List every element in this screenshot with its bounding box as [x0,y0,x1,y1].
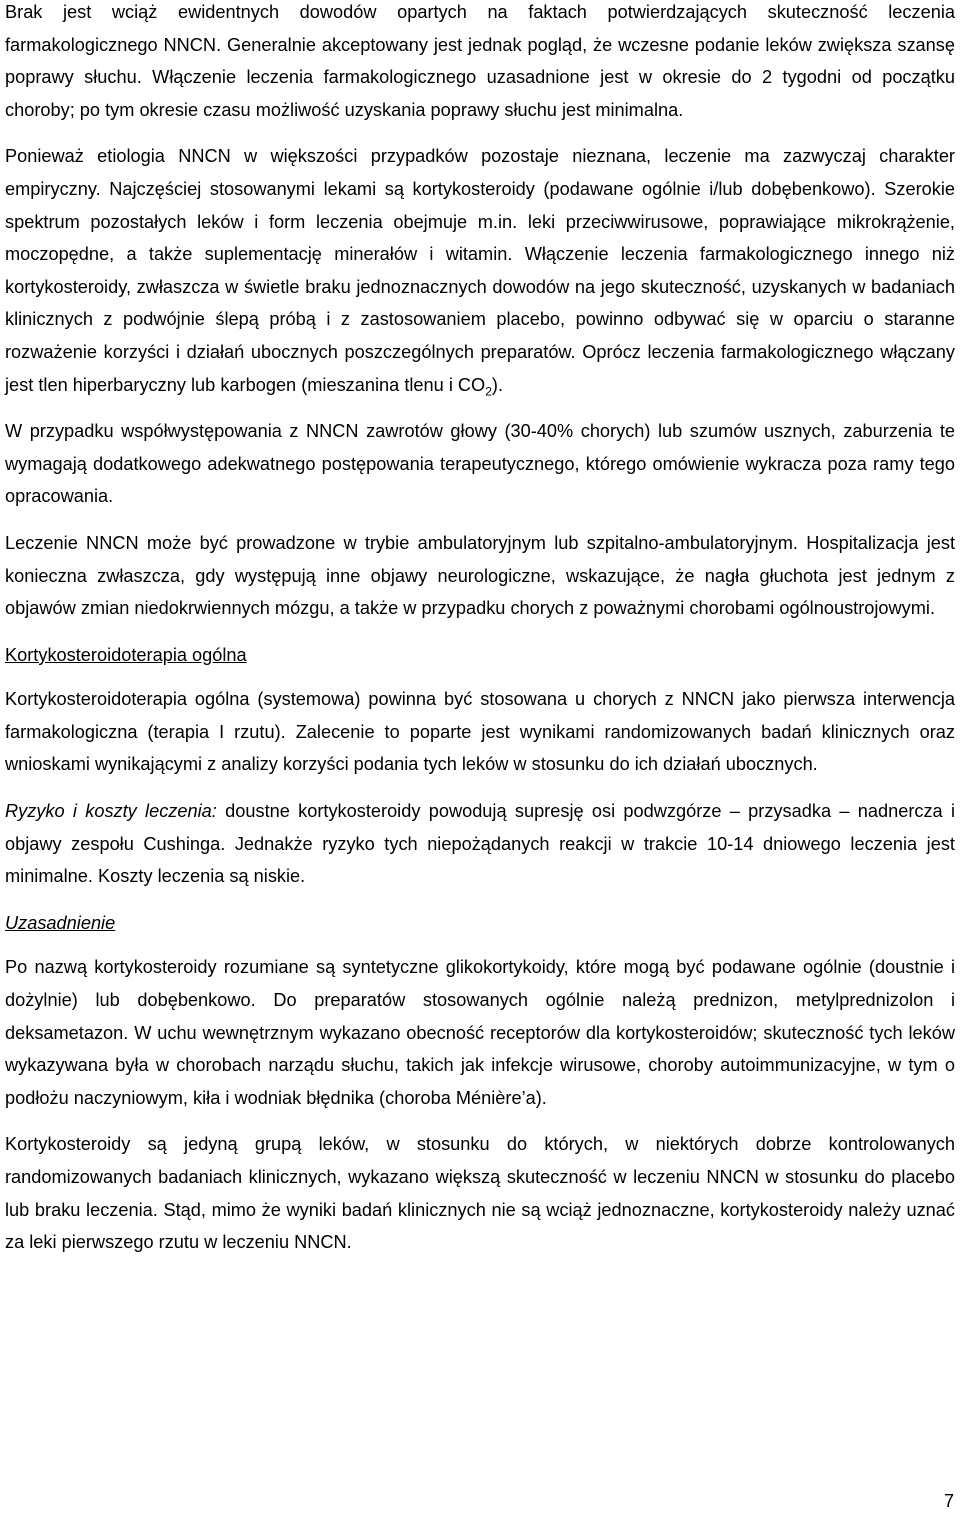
paragraph-risk-cost [5,795,955,893]
risk-cost-label: Ryzyko i koszty leczenia: [5,801,217,822]
paragraph-vertigo-tinnitus: W przypadku współwystępowania z NNCN zawrotów głowy (30-40% chorych) lub szumów usznych, zaburzenia te wymagają dodatkowego adekwatnego postępowania terapeutycznego, którego omówienie wykracza poza ramy tego opracowania. [5,421,955,507]
paragraph-first-line-conclusion: Kortykosteroidy są jedyną grupą leków, w stosunku do których, w niektórych dobrze kontrolowanych randomizowanych badaniach klinicznych, wykazano większą skuteczność w leczeniu NNCN w stosunku do placebo lub braku leczenia. Stąd, mimo że wyniki badań klinicznych nie są wciąż jednoznaczne, kortykosteroidy należy uznać za leki pierwszego rzutu w leczeniu NNCN. [5,1134,955,1253]
section-heading-systemic-corticosteroid: Kortykosteroidoterapia ogólna [5,644,247,665]
paragraph-empirical-treatment-end: ). [491,374,504,395]
paragraph-empirical-treatment [5,140,955,401]
paragraph-first-line-therapy: Kortykosteroidoterapia ogólna (systemowa) powinna być stosowana u chorych z NNCN jako pierwsza interwencja farmakologiczna (terapia I rzutu). Zalecenie to poparte jest wynikami randomizowanych badań klinicznych oraz wnioskami wynikającymi z analizy korzyści podania tych leków w stosunku do ich działań ubocznych. [5,689,955,775]
paragraph-hospitalization: Leczenie NNCN może być prowadzone w trybie ambulatoryjnym lub szpitalno-ambulatoryjnym. Hospitalizacja jest konieczna zwłaszcza, gdy występują inne objawy neurologiczne, wskazujące, że nagła głuchota jest jednym z objawów zmian niedokrwiennych mózgu, a także w przypadku chorych z poważnymi chorobami ogólnoustrojowymi. [5,532,955,619]
paragraph-evidence: Brak jest wciąż ewidentnych dowodów opartych na faktach potwierdzających skuteczność leczenia farmakologicznego NNCN. Generalnie akceptowany jest jednak pogląd, że wczesne podanie leków zwiększa szansę poprawy słuchu. Włączenie leczenia farmakologicznego uzasadnione jest w okresie do 2 tygodni od początku choroby; po tym okresie czasu możliwość uzyskania poprawy słuchu jest minimalna. [5,2,955,120]
paragraph-glucocorticoids: Po nazwą kortykosteroidy rozumiane są syntetyczne glikokortykoidy, które mogą być podawane ogólnie (doustnie i dożylnie) lub dobębenkowo. Do preparatów stosowanych ogólnie należą prednizon, metylprednizolon i deksametazon. W uchu wewnętrznym wykazano obecność receptorów dla kortykosteroidów; skuteczność tych leków wykazywana była w chorobach narządu słuchu, takich jak infekcje wirusowe, choroby autoimmunizacyjne, w tym o podłożu naczyniowym, kiła i wodniak błędnika (choroba Ménière’a). [5,957,955,1108]
risk-cost-text: doustne kortykosteroidy powodują supresję osi podwzgórze – przysadka – nadnercza i objawy zespołu Cushinga. Jednakże ryzyko tych niepożądanych reakcji w trakcie 10-14 dniowego leczenia jest minimalne. Koszty leczenia są niskie. [5,801,955,887]
co2-subscript: 2 [485,384,492,399]
section-heading-rationale: Uzasadnienie [5,912,116,933]
page-number: 7 [943,1491,954,1511]
paragraph-empirical-treatment-text: Ponieważ etiologia NNCN w większości przypadków pozostaje nieznana, leczenie ma zazwyczaj charakter empiryczny. Najczęściej stosowanymi lekami są kortykosteroidy (podawane ogólnie i/lub dobębenkowo). Szerokie spektrum pozostałych leków i form leczenia obejmuje m.in. leki przeciwwirusowe, poprawiające mikrokrążenie, moczopędne, a także suplementację minerałów i witamin. Włączenie leczenia farmakologicznego innego niż kortykosteroidy, zwłaszcza w świetle braku jednoznacznych dowodów na jego skuteczność, uzyskanych w badaniach klinicznych z podwójnie ślepą próbą i z zastosowaniem placebo, powinno odbywać się w oparciu o staranne rozważenie korzyści i działań ubocznych poszczególnych preparatów. Oprócz leczenia farmakologicznego włączany jest tlen hiperbaryczny lub karbogen (mieszanina tlenu i CO [5,146,955,395]
document-page [5,0,955,1273]
